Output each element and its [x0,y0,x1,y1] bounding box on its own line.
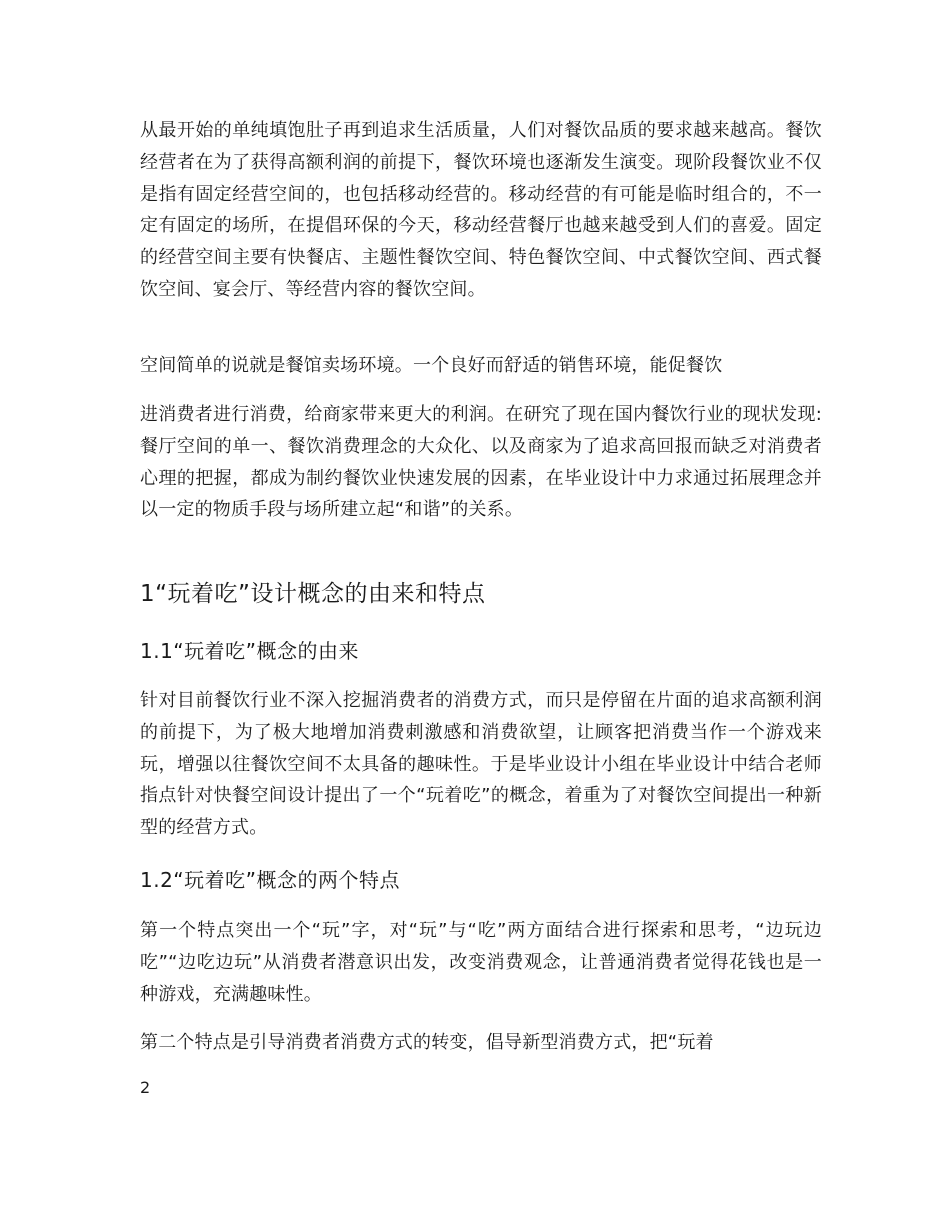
body-paragraph: 第二个特点是引导消费者消费方式的转变，倡导新型消费方式，把“玩着 [140,1032,714,1053]
body-paragraph: 空间简单的说就是餐馆卖场环境。一个良好而舒适的销售环境，能促餐饮 [140,355,723,376]
body-paragraph: 针对目前餐饮行业不深入挖掘消费者的消费方式，而只是停留在片面的追求高额利润的前提下，为了极大地增加消费刺激感和消费欲望，让顾客把消费当作一个游戏来玩，增强以往餐饮空间不太具备的趣味性。于是毕业设计小组在毕业设计中结合老师指点针对快餐空间设计提出了一个“玩着吃”的概念，着重为了对餐饮空间提出一种新型的经营方式。 [140,690,822,839]
section-heading: 1“玩着吃”设计概念的由来和特点 [140,581,486,607]
body-paragraph: 第一个特点突出一个“玩”字，对“玩”与“吃”两方面结合进行探索和思考，“边玩边吃”“边吃边玩”从消费者潜意识出发，改变消费观念，让普通消费者觉得花钱也是一种游戏，充满趣味性。 [140,920,822,1005]
subsection-heading: 1.1“玩着吃”概念的由来 [140,639,360,663]
body-paragraph: 从最开始的单纯填饱肚子再到追求生活质量，人们对餐饮品质的要求越来越高。餐饮经营者在为了获得高额利润的前提下，餐饮环境也逐渐发生演变。现阶段餐饮业不仅是指有固定经营空间的，也包括移动经营的。移动经营的有可能是临时组合的，不一定有固定的场所，在提倡环保的今天，移动经营餐厅也越来越受到人们的喜爱。固定的经营空间主要有快餐店、主题性餐饮空间、特色餐饮空间、中式餐饮空间、西式餐饮空间、宴会厅、等经营内容的餐饮空间。 [140,120,822,300]
subsection-heading: 1.2“玩着吃”概念的两个特点 [140,868,401,892]
body-paragraph: 进消费者进行消费，给商家带来更大的利润。在研究了现在国内餐饮行业的现状发现:餐厅空间的单一、餐饮消费理念的大众化、以及商家为了追求高回报而缺乏对消费者心理的把握，都成为制约餐饮业快速发展的因素，在毕业设计中力求通过拓展理念并以一定的物质手段与场所建立起“和谐”的关系。 [140,404,822,521]
page-number: 2 [140,1078,151,1097]
